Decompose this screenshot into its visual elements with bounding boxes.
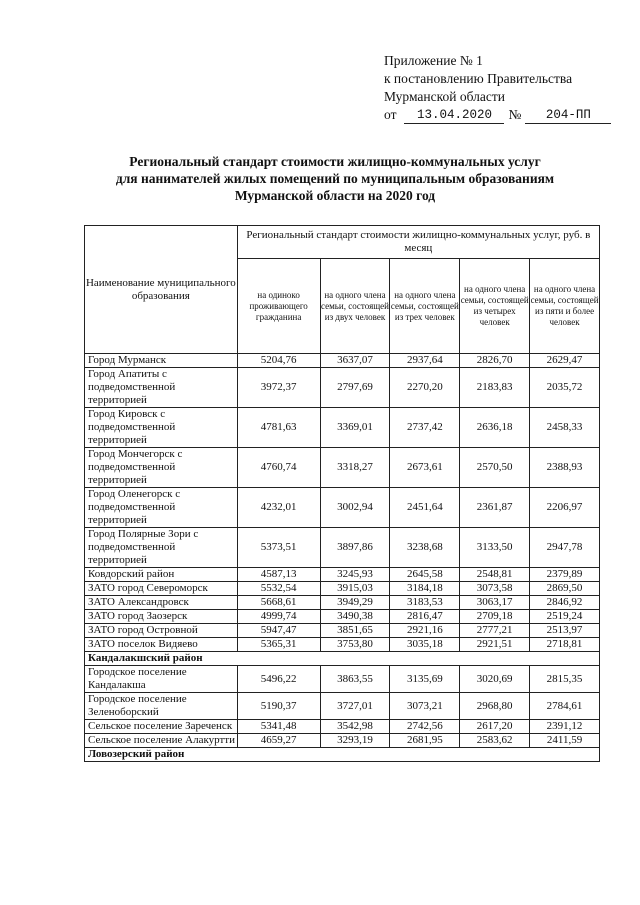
standard-value: 3897,86 xyxy=(320,528,390,568)
municipality-name: ЗАТО поселок Видяево xyxy=(85,638,238,652)
standard-value: 2784,61 xyxy=(530,693,600,720)
standard-value: 2947,78 xyxy=(530,528,600,568)
standard-value: 2361,87 xyxy=(460,488,530,528)
table-row xyxy=(85,582,600,596)
standard-value: 5190,37 xyxy=(237,693,320,720)
municipality-name: Сельское поселение Алакуртти xyxy=(85,734,238,748)
table-row xyxy=(85,610,600,624)
standard-value: 2968,80 xyxy=(460,693,530,720)
standard-value: 3073,21 xyxy=(390,693,460,720)
municipality-name: Городское поселение Кандалакша xyxy=(85,666,238,693)
standard-value: 2742,56 xyxy=(390,720,460,734)
standard-value: 3863,55 xyxy=(320,666,390,693)
table-row xyxy=(85,638,600,652)
standard-value: 3369,01 xyxy=(320,408,390,448)
standard-value: 2921,51 xyxy=(460,638,530,652)
municipality-name: Город Полярные Зори с подведомственной территорией xyxy=(85,528,238,568)
standard-value: 5341,48 xyxy=(237,720,320,734)
standard-value: 2458,33 xyxy=(530,408,600,448)
standards-table xyxy=(84,225,600,762)
municipality-name: ЗАТО город Островной xyxy=(85,624,238,638)
table-row xyxy=(85,693,600,720)
standard-value: 5532,54 xyxy=(237,582,320,596)
municipality-name: Ковдорский район xyxy=(85,568,238,582)
table-row xyxy=(85,368,600,408)
standard-value: 2583,62 xyxy=(460,734,530,748)
table-row xyxy=(85,408,600,448)
standard-value: 4659,27 xyxy=(237,734,320,748)
standard-value: 4232,01 xyxy=(237,488,320,528)
municipality-column-header: Наименование муниципального образования xyxy=(85,226,238,354)
standard-value: 3133,50 xyxy=(460,528,530,568)
standard-value: 2816,47 xyxy=(390,610,460,624)
municipality-name: Город Мурманск xyxy=(85,354,238,368)
standard-value: 3727,01 xyxy=(320,693,390,720)
standard-value: 2777,21 xyxy=(460,624,530,638)
standard-value: 2815,35 xyxy=(530,666,600,693)
standard-value: 2379,89 xyxy=(530,568,600,582)
standard-value: 2270,20 xyxy=(390,368,460,408)
standard-value: 2035,72 xyxy=(530,368,600,408)
table-row xyxy=(85,568,600,582)
standard-value: 3915,03 xyxy=(320,582,390,596)
municipality-name: Город Кировск с подведомственной территорией xyxy=(85,408,238,448)
standard-value: 3490,38 xyxy=(320,610,390,624)
table-row xyxy=(85,488,600,528)
standard-value: 5947,47 xyxy=(237,624,320,638)
standard-value: 3063,17 xyxy=(460,596,530,610)
standard-value: 2513,97 xyxy=(530,624,600,638)
standard-value: 2797,69 xyxy=(320,368,390,408)
decree-number: 204-ПП xyxy=(525,107,611,124)
section-title: Кандалакшский район xyxy=(85,652,600,666)
municipality-name: Город Оленегорск с подведомственной территорией xyxy=(85,488,238,528)
standard-value: 3002,94 xyxy=(320,488,390,528)
column-header-four: на одного члена семьи, состоящей из четырех человек xyxy=(460,259,530,354)
column-header-single: на одиноко проживающего гражданина xyxy=(237,259,320,354)
table-row xyxy=(85,354,600,368)
standard-value: 2673,61 xyxy=(390,448,460,488)
municipality-name: ЗАТО город Заозерск xyxy=(85,610,238,624)
column-header-two: на одного члена семьи, состоящей из двух человек xyxy=(320,259,390,354)
standard-value: 2206,97 xyxy=(530,488,600,528)
appendix-date-row xyxy=(384,106,611,124)
standard-value: 3245,93 xyxy=(320,568,390,582)
standard-value: 2681,95 xyxy=(390,734,460,748)
table-row xyxy=(85,666,600,693)
municipality-name: ЗАТО Александровск xyxy=(85,596,238,610)
appendix-block xyxy=(384,52,611,124)
standard-value: 2636,18 xyxy=(460,408,530,448)
standard-value: 3073,58 xyxy=(460,582,530,596)
standard-value: 5365,31 xyxy=(237,638,320,652)
standard-value: 4999,74 xyxy=(237,610,320,624)
standard-value: 2709,18 xyxy=(460,610,530,624)
standard-value: 2629,47 xyxy=(530,354,600,368)
standard-value: 3183,53 xyxy=(390,596,460,610)
standard-value: 2869,50 xyxy=(530,582,600,596)
title-line-2: для нанимателей жилых помещений по муниципальным образованиям xyxy=(115,171,555,186)
standard-value: 2937,64 xyxy=(390,354,460,368)
standard-value: 2451,64 xyxy=(390,488,460,528)
standard-value: 3293,19 xyxy=(320,734,390,748)
document-title xyxy=(60,153,610,204)
table-row xyxy=(85,624,600,638)
standard-value: 2570,50 xyxy=(460,448,530,488)
column-header-three: на одного члена семьи, состоящей из трех человек xyxy=(390,259,460,354)
standard-value: 2617,20 xyxy=(460,720,530,734)
municipality-name: ЗАТО город Североморск xyxy=(85,582,238,596)
standard-value: 2519,24 xyxy=(530,610,600,624)
section-row-kandalaksha xyxy=(85,652,600,666)
standard-value: 5373,51 xyxy=(237,528,320,568)
standard-value: 2548,81 xyxy=(460,568,530,582)
standard-value: 2718,81 xyxy=(530,638,600,652)
standard-value: 3753,80 xyxy=(320,638,390,652)
municipality-name: Город Мончегорск с подведомственной территорией xyxy=(85,448,238,488)
standard-value: 3135,69 xyxy=(390,666,460,693)
standard-value: 3972,37 xyxy=(237,368,320,408)
standard-value: 3637,07 xyxy=(320,354,390,368)
standard-value: 2391,12 xyxy=(530,720,600,734)
decree-date: 13.04.2020 xyxy=(404,107,504,124)
standard-value: 3949,29 xyxy=(320,596,390,610)
standard-value: 2921,16 xyxy=(390,624,460,638)
table-row xyxy=(85,596,600,610)
standard-value: 3318,27 xyxy=(320,448,390,488)
section-title: Ловозерский район xyxy=(85,748,600,762)
table-row xyxy=(85,528,600,568)
standard-value: 3851,65 xyxy=(320,624,390,638)
appendix-reference: к постановлению Правительства xyxy=(384,71,573,86)
municipality-name: Сельское поселение Зареченск xyxy=(85,720,238,734)
table-row xyxy=(85,720,600,734)
standard-value: 2645,58 xyxy=(390,568,460,582)
table-row xyxy=(85,734,600,748)
standard-value: 5204,76 xyxy=(237,354,320,368)
number-label: № xyxy=(508,107,522,122)
standard-value: 2411,59 xyxy=(530,734,600,748)
standard-group-header: Региональный стандарт стоимости жилищно-коммунальных услуг, руб. в месяц xyxy=(237,226,599,259)
municipality-name: Город Апатиты с подведомственной территорией xyxy=(85,368,238,408)
appendix-region: Мурманской области xyxy=(384,89,505,104)
from-label: от xyxy=(384,107,397,122)
standard-value: 3238,68 xyxy=(390,528,460,568)
standard-value: 2183,83 xyxy=(460,368,530,408)
standard-value: 3542,98 xyxy=(320,720,390,734)
standard-value: 2388,93 xyxy=(530,448,600,488)
title-line-3: Мурманской области на 2020 год xyxy=(234,188,436,203)
section-row-lovozero xyxy=(85,748,600,762)
table-row xyxy=(85,448,600,488)
standard-value: 3035,18 xyxy=(390,638,460,652)
standard-value: 2826,70 xyxy=(460,354,530,368)
standard-value: 5668,61 xyxy=(237,596,320,610)
municipality-name: Городское поселение Зеленоборский xyxy=(85,693,238,720)
standard-value: 4760,74 xyxy=(237,448,320,488)
column-header-five-plus: на одного члена семьи, состоящей из пяти и более человек xyxy=(530,259,600,354)
appendix-title: Приложение № 1 xyxy=(384,53,483,68)
standard-value: 2737,42 xyxy=(390,408,460,448)
title-line-1: Региональный стандарт стоимости жилищно-коммунальных услуг xyxy=(129,154,541,169)
standard-value: 4587,13 xyxy=(237,568,320,582)
standard-value: 3184,18 xyxy=(390,582,460,596)
standard-value: 3020,69 xyxy=(460,666,530,693)
table-body xyxy=(85,354,600,762)
standard-value: 2846,92 xyxy=(530,596,600,610)
standard-value: 5496,22 xyxy=(237,666,320,693)
standard-value: 4781,63 xyxy=(237,408,320,448)
